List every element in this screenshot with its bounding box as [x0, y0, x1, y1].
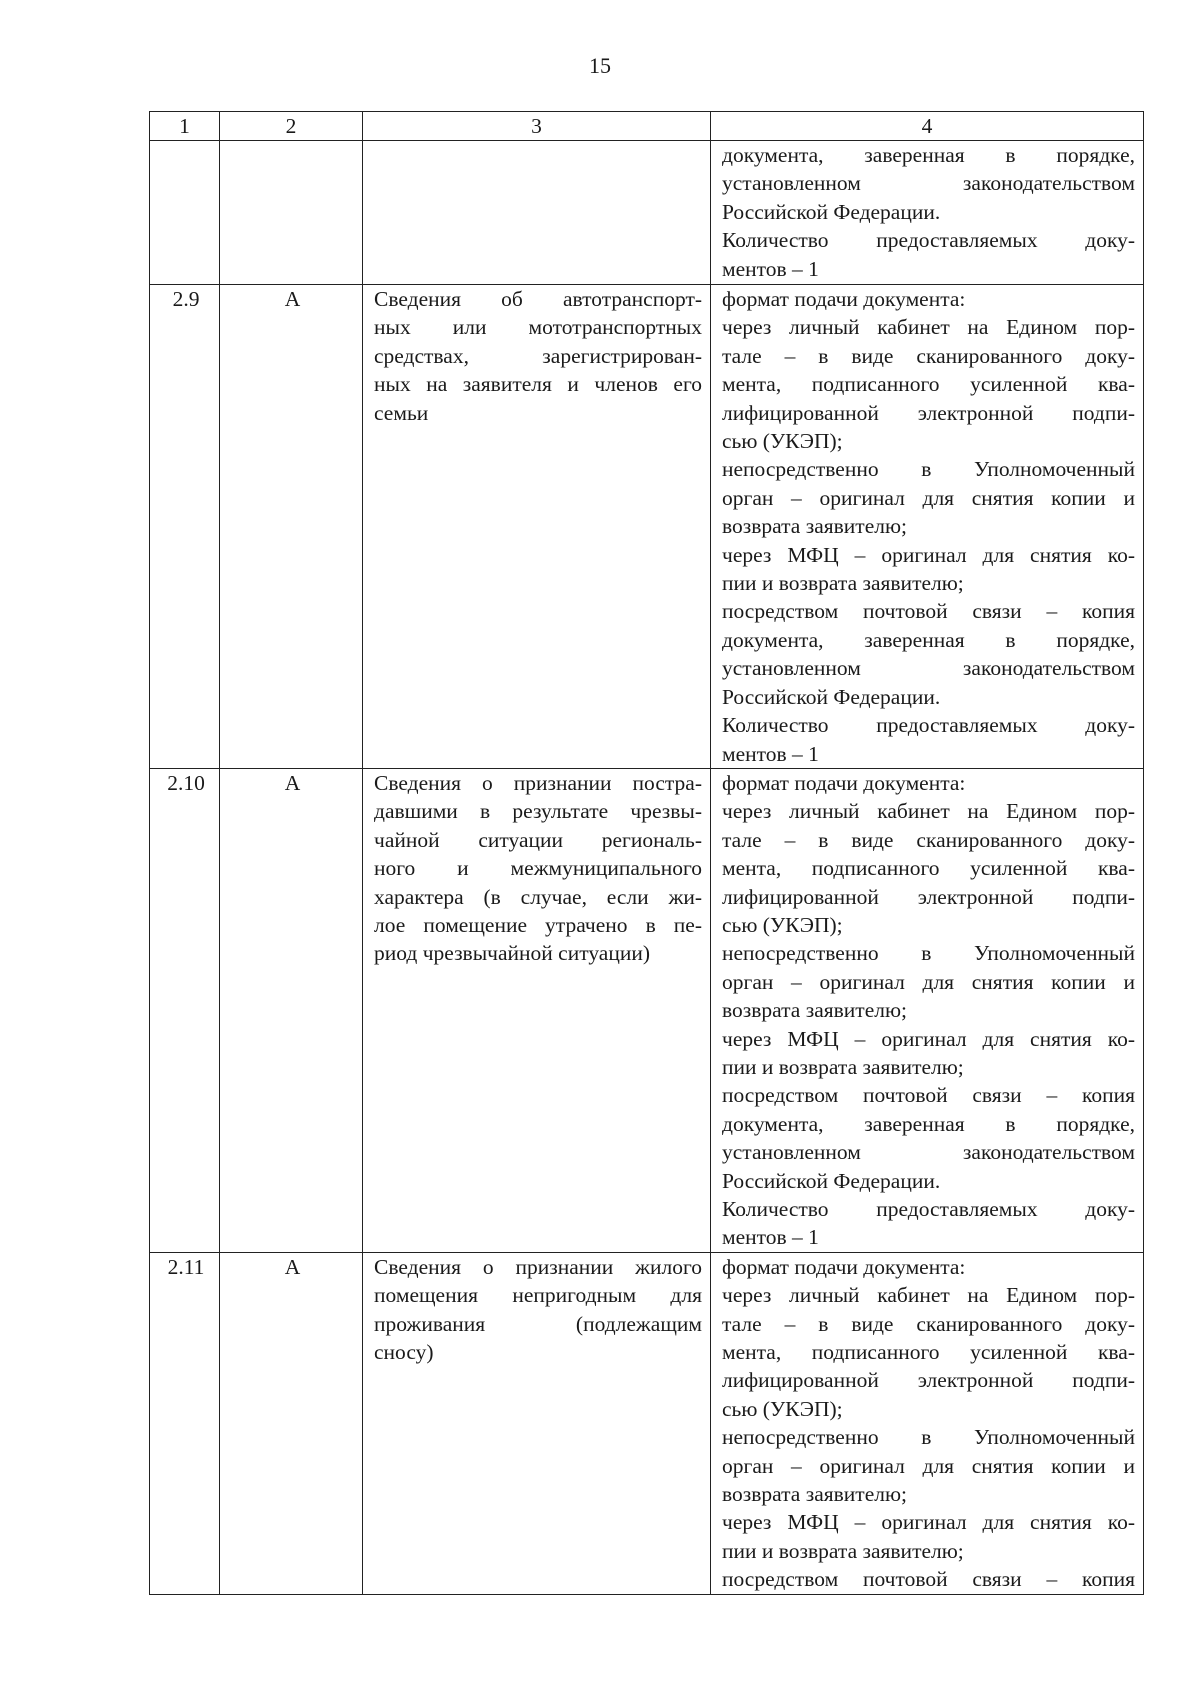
row-number: 2.10 [150, 768, 220, 1252]
cell-text-line: орган – оригинал для снятия копии и [722, 485, 1135, 510]
row-description [363, 141, 711, 285]
cell-text-line: документа, заверенная в порядке, [722, 1111, 1135, 1136]
cell-text-line: документа, заверенная в порядке, [722, 627, 1135, 652]
cell-text-line: формат подачи документа: [722, 770, 966, 795]
row-category [220, 141, 363, 285]
cell-text-line: формат подачи документа: [722, 287, 966, 311]
cell-text-line: сью (УКЭП); [722, 1396, 843, 1421]
cell-text-line: чайной ситуации региональ- [374, 827, 702, 852]
row-category: А [220, 1252, 363, 1594]
cell-text-line: сносу) [374, 1340, 434, 1365]
cell-text-line: ментов – 1 [722, 256, 819, 281]
cell-text-line: лифицированной электронной подпи- [722, 400, 1135, 425]
cell-text-line: лифицированной электронной подпи- [722, 1368, 1135, 1393]
cell-text-line: Российской Федерации. [722, 199, 941, 224]
cell-text-line: посредством почтовой связи – копия [722, 1567, 1135, 1592]
page-number: 15 [589, 53, 611, 78]
row-description [363, 1252, 711, 1594]
row-requirements [711, 285, 1144, 769]
cell-text-line: непосредственно в Уполномоченный [722, 1425, 1135, 1450]
row-requirements [711, 768, 1144, 1252]
cell-text-line: посредством почтовой связи – копия [722, 1083, 1135, 1108]
cell-text-line: возврата заявителю; [722, 1482, 907, 1507]
row-requirements [711, 141, 1144, 285]
cell-text-line: ных или мототранспортных [374, 315, 702, 340]
cell-text-line: ных на заявителя и членов его [374, 372, 702, 397]
cell-text-line: непосредственно в Уполномоченный [722, 457, 1135, 482]
cell-text-line: возврата заявителю; [722, 998, 907, 1023]
cell-text-line: через личный кабинет на Едином пор- [722, 799, 1135, 824]
cell-text-line: сью (УКЭП); [722, 429, 843, 454]
cell-text-line: посредством почтовой связи – копия [722, 599, 1135, 624]
row-number: 2.9 [150, 285, 220, 769]
cell-text-line: орган – оригинал для снятия копии и [722, 969, 1135, 994]
cell-text-line: риод чрезвычайной ситуации) [374, 941, 651, 966]
cell-text-line: тале – в виде сканированного доку- [722, 343, 1135, 368]
column-header-1: 1 [150, 112, 220, 141]
cell-text-line: тале – в виде сканированного доку- [722, 1311, 1135, 1336]
column-header-2: 2 [220, 112, 363, 141]
cell-text-line: через МФЦ – оригинал для снятия ко- [722, 542, 1135, 567]
cell-text-line: через личный кабинет на Едином пор- [722, 1283, 1135, 1308]
cell-text-line: мента, подписанного усиленной ква- [722, 856, 1135, 881]
cell-text-line: пии и возврата заявителю; [722, 1054, 964, 1079]
cell-text-line: Сведения о признании жилого [374, 1254, 702, 1279]
documents-table [149, 111, 1144, 1595]
cell-text-line: мента, подписанного усиленной ква- [722, 1340, 1135, 1365]
cell-text-line: Количество предоставляемых доку- [722, 713, 1135, 738]
cell-text-line: сью (УКЭП); [722, 912, 843, 937]
cell-text-line: давшими в результате чрезвы- [374, 799, 702, 824]
cell-text-line: непосредственно в Уполномоченный [722, 941, 1135, 966]
cell-text-line: установленном законодательством [722, 656, 1135, 681]
column-header-3: 3 [363, 112, 711, 141]
table-row-2-11 [150, 1252, 1144, 1594]
cell-text-line: установленном законодательством [722, 1140, 1135, 1165]
row-description [363, 768, 711, 1252]
cell-text-line: семьи [374, 400, 429, 425]
table-row-continuation [150, 141, 1144, 285]
cell-text-line: мента, подписанного усиленной ква- [722, 372, 1135, 397]
cell-text-line: проживания (подлежащим [374, 1311, 702, 1336]
cell-text-line: орган – оригинал для снятия копии и [722, 1453, 1135, 1478]
cell-text-line: формат подачи документа: [722, 1254, 966, 1279]
cell-text-line: ного и межмуниципального [374, 856, 702, 881]
row-number [150, 141, 220, 285]
cell-text-line: ментов – 1 [722, 741, 819, 766]
row-category: А [220, 285, 363, 769]
cell-text-line: Количество предоставляемых доку- [722, 228, 1135, 253]
cell-text-line: Сведения об автотранспорт- [374, 287, 702, 311]
cell-text-line: возврата заявителю; [722, 514, 907, 539]
row-category: А [220, 768, 363, 1252]
cell-text-line: Количество предоставляемых доку- [722, 1197, 1135, 1221]
cell-text-line: Российской Федерации. [722, 684, 941, 709]
cell-text-line: установленном законодательством [722, 171, 1135, 196]
cell-text-line: лифицированной электронной подпи- [722, 884, 1135, 909]
cell-text-line: через МФЦ – оригинал для снятия ко- [722, 1510, 1135, 1535]
cell-text-line: ментов – 1 [722, 1225, 819, 1250]
cell-text-line: через личный кабинет на Едином пор- [722, 315, 1135, 340]
cell-text-line: средствах, зарегистрирован- [374, 343, 702, 368]
column-header-4: 4 [711, 112, 1144, 141]
cell-text-line: помещения непригодным для [374, 1283, 702, 1308]
cell-text-line: пии и возврата заявителю; [722, 571, 964, 596]
table-row-2-9 [150, 285, 1144, 769]
cell-text-line: тале – в виде сканированного доку- [722, 827, 1135, 852]
cell-text-line: через МФЦ – оригинал для снятия ко- [722, 1026, 1135, 1051]
cell-text-line: документа, заверенная в порядке, [722, 143, 1135, 167]
cell-text-line: характера (в случае, если жи- [374, 884, 702, 909]
cell-text-line: Сведения о признании постра- [374, 770, 702, 795]
row-requirements [711, 1252, 1144, 1594]
cell-text-line: пии и возврата заявителю; [722, 1538, 964, 1563]
row-description [363, 285, 711, 769]
row-number: 2.11 [150, 1252, 220, 1594]
table-header-row [150, 112, 1144, 141]
table-row-2-10 [150, 768, 1144, 1252]
cell-text-line: лое помещение утрачено в пе- [374, 912, 702, 937]
cell-text-line: Российской Федерации. [722, 1168, 941, 1193]
